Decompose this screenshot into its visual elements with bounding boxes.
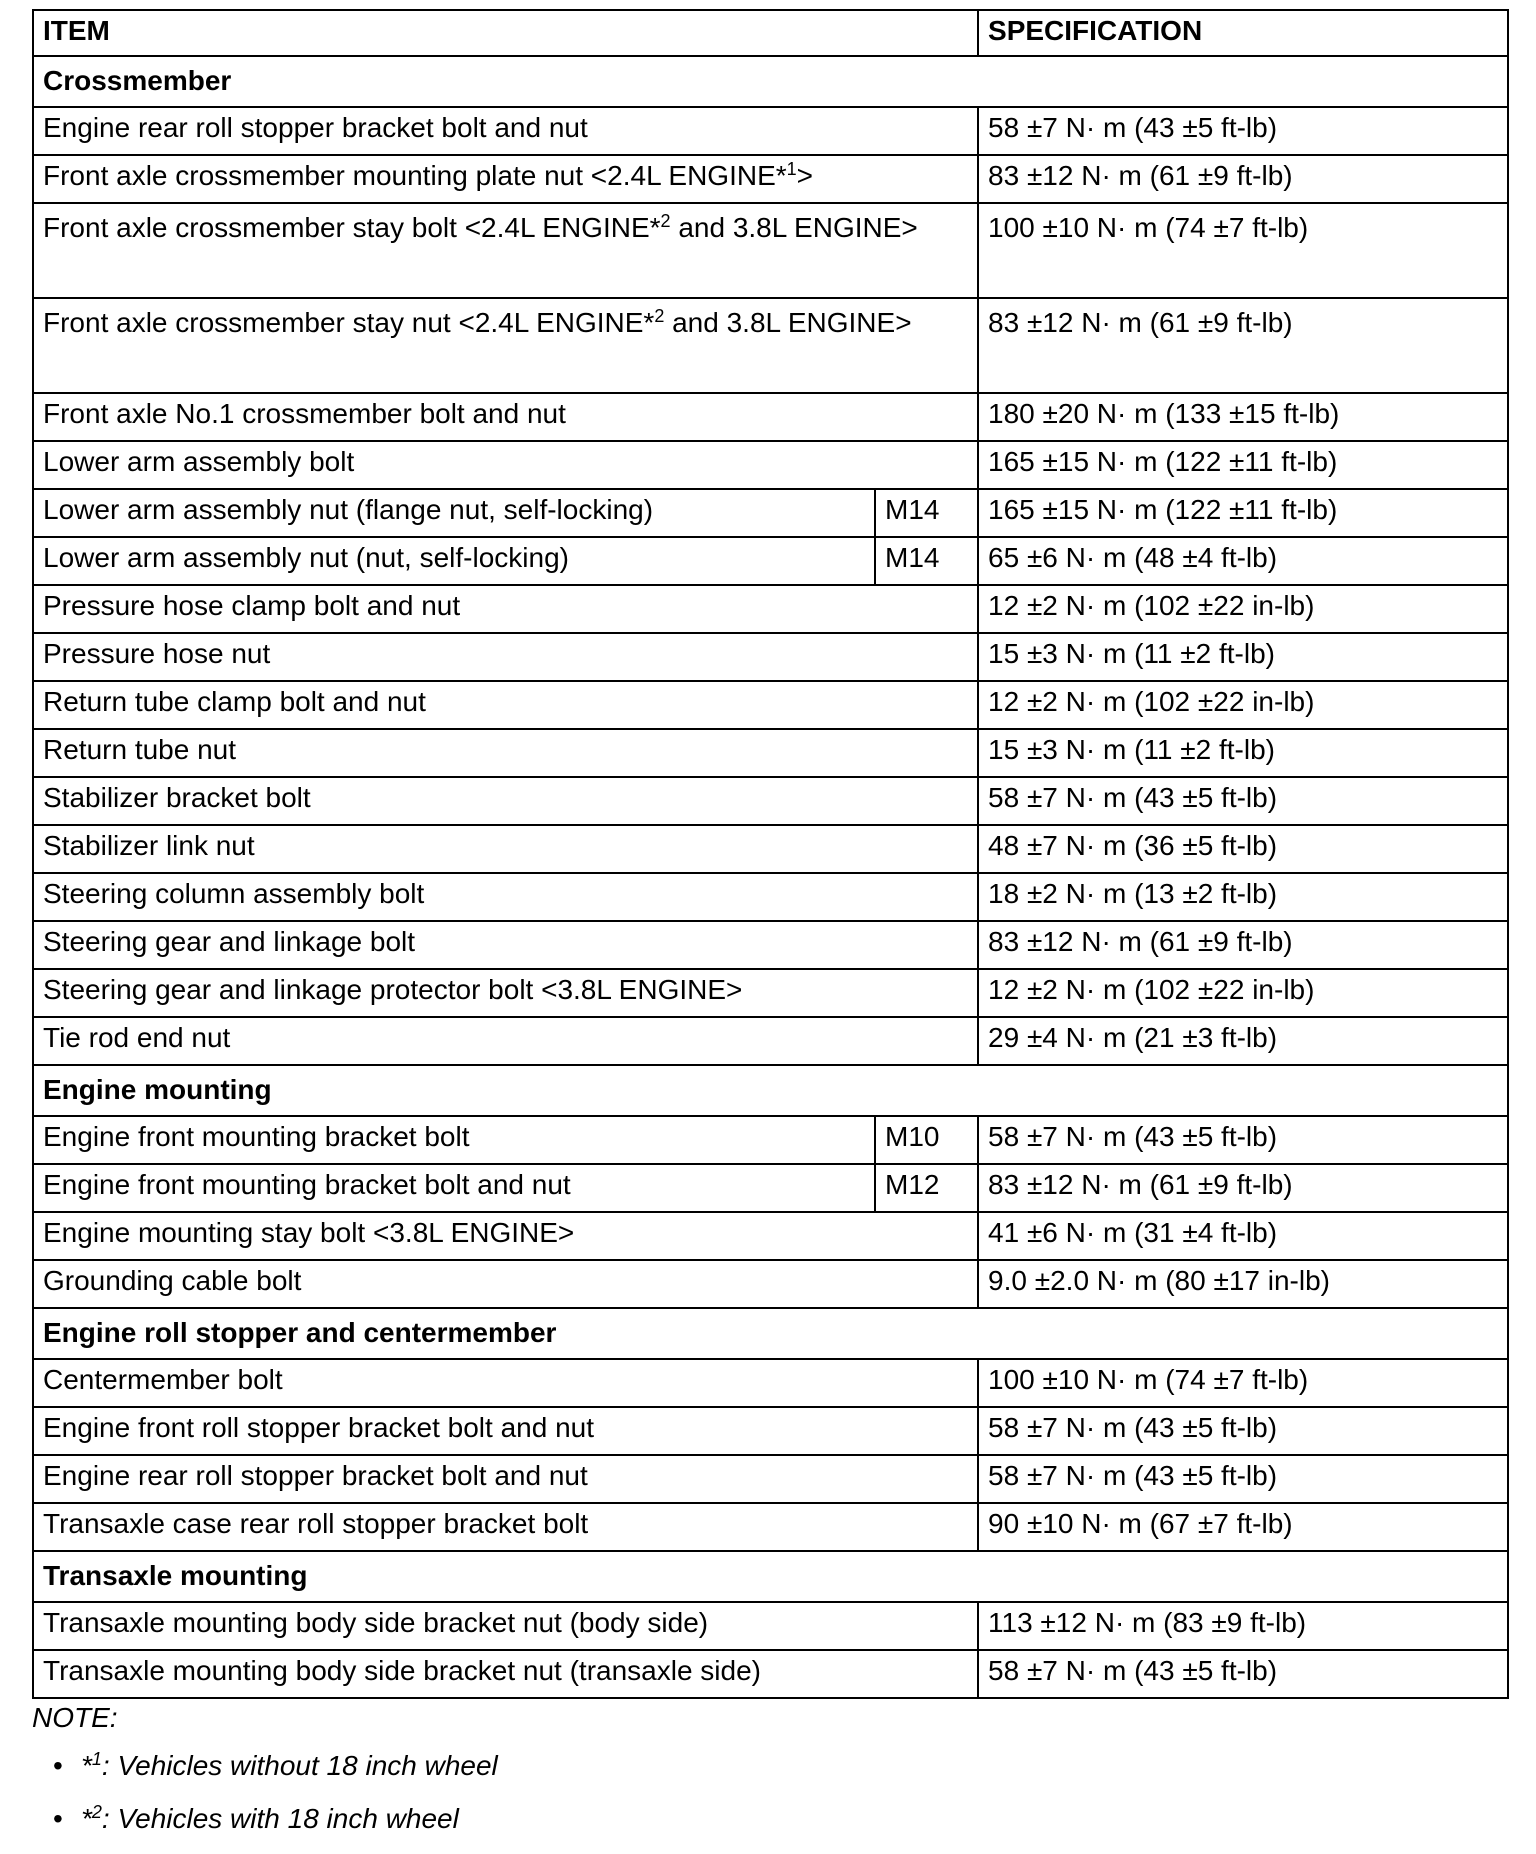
spec-cell: 100 ±10 N· m (74 ±7 ft-lb)	[978, 203, 1508, 298]
table-row	[33, 777, 1508, 825]
item-cell: Transaxle mounting body side bracket nut (transaxle side)	[33, 1650, 978, 1698]
item-cell: Engine rear roll stopper bracket bolt and nut	[33, 107, 978, 155]
spec-cell: 58 ±7 N· m (43 ±5 ft-lb)	[978, 777, 1508, 825]
size-cell: M14	[875, 537, 978, 585]
torque-spec-table	[32, 9, 1509, 1699]
item-cell: Centermember bolt	[33, 1359, 978, 1407]
item-text: and 3.8L ENGINE>	[670, 212, 918, 243]
note-item	[45, 1801, 498, 1854]
table-row	[33, 1407, 1508, 1455]
section-header-row	[33, 1308, 1508, 1359]
section-header-row	[33, 1551, 1508, 1602]
note-list	[45, 1748, 498, 1854]
section-title: Transaxle mounting	[33, 1551, 1508, 1602]
spec-cell: 12 ±2 N· m (102 ±22 in-lb)	[978, 585, 1508, 633]
spec-cell: 12 ±2 N· m (102 ±22 in-lb)	[978, 969, 1508, 1017]
item-cell	[33, 203, 978, 298]
footnote-marker: 2	[654, 306, 665, 326]
note-text: : Vehicles with 18 inch wheel	[101, 1803, 459, 1834]
bullet-icon: •	[53, 1803, 63, 1834]
item-cell: Pressure hose nut	[33, 633, 978, 681]
footnote-marker: 2	[660, 211, 671, 231]
item-cell: Engine rear roll stopper bracket bolt and nut	[33, 1455, 978, 1503]
item-text: Front axle crossmember mounting plate nut <2.4L ENGINE*	[43, 160, 787, 191]
spec-cell: 113 ±12 N· m (83 ±9 ft-lb)	[978, 1602, 1508, 1650]
table-row	[33, 1212, 1508, 1260]
size-cell: M10	[875, 1116, 978, 1164]
item-cell: Return tube nut	[33, 729, 978, 777]
table-row	[33, 203, 1508, 298]
table-row	[33, 633, 1508, 681]
item-cell: Steering gear and linkage protector bolt <3.8L ENGINE>	[33, 969, 978, 1017]
spec-cell: 15 ±3 N· m (11 ±2 ft-lb)	[978, 729, 1508, 777]
item-text: and 3.8L ENGINE>	[664, 307, 912, 338]
item-cell: Transaxle case rear roll stopper bracket bolt	[33, 1503, 978, 1551]
spec-cell: 83 ±12 N· m (61 ±9 ft-lb)	[978, 921, 1508, 969]
item-cell: Return tube clamp bolt and nut	[33, 681, 978, 729]
table-row	[33, 1602, 1508, 1650]
header-item: ITEM	[33, 10, 978, 56]
item-text: >	[796, 160, 814, 191]
table-row	[33, 1260, 1508, 1308]
spec-cell: 29 ±4 N· m (21 ±3 ft-lb)	[978, 1017, 1508, 1065]
spec-cell: 58 ±7 N· m (43 ±5 ft-lb)	[978, 1407, 1508, 1455]
item-cell: Transaxle mounting body side bracket nut (body side)	[33, 1602, 978, 1650]
spec-cell: 165 ±15 N· m (122 ±11 ft-lb)	[978, 441, 1508, 489]
table-row	[33, 1650, 1508, 1698]
section-title: Crossmember	[33, 56, 1508, 107]
section-title: Engine mounting	[33, 1065, 1508, 1116]
item-cell: Engine mounting stay bolt <3.8L ENGINE>	[33, 1212, 978, 1260]
table-row	[33, 681, 1508, 729]
section-header-row	[33, 1065, 1508, 1116]
item-cell	[33, 155, 978, 203]
item-cell: Engine front roll stopper bracket bolt and nut	[33, 1407, 978, 1455]
table-row	[33, 729, 1508, 777]
spec-cell: 100 ±10 N· m (74 ±7 ft-lb)	[978, 1359, 1508, 1407]
table-row	[33, 155, 1508, 203]
table-row	[33, 921, 1508, 969]
spec-cell: 9.0 ±2.0 N· m (80 ±17 in-lb)	[978, 1260, 1508, 1308]
item-cell: Engine front mounting bracket bolt	[33, 1116, 875, 1164]
spec-cell: 165 ±15 N· m (122 ±11 ft-lb)	[978, 489, 1508, 537]
spec-cell: 58 ±7 N· m (43 ±5 ft-lb)	[978, 1455, 1508, 1503]
spec-cell: 58 ±7 N· m (43 ±5 ft-lb)	[978, 1650, 1508, 1698]
item-cell: Pressure hose clamp bolt and nut	[33, 585, 978, 633]
spec-cell: 48 ±7 N· m (36 ±5 ft-lb)	[978, 825, 1508, 873]
item-cell: Stabilizer link nut	[33, 825, 978, 873]
item-cell: Lower arm assembly nut (nut, self-locking)	[33, 537, 875, 585]
table-row	[33, 873, 1508, 921]
table-row	[33, 969, 1508, 1017]
note-label: NOTE:	[32, 1702, 118, 1733]
table-row	[33, 1164, 1508, 1212]
table-row	[33, 298, 1508, 393]
item-text: Front axle crossmember stay bolt <2.4L ENGINE*	[43, 212, 661, 243]
item-cell: Steering column assembly bolt	[33, 873, 978, 921]
note-sup: 1	[91, 1749, 102, 1769]
bullet-icon: •	[53, 1750, 63, 1781]
item-cell: Stabilizer bracket bolt	[33, 777, 978, 825]
spec-cell: 58 ±7 N· m (43 ±5 ft-lb)	[978, 1116, 1508, 1164]
spec-cell: 12 ±2 N· m (102 ±22 in-lb)	[978, 681, 1508, 729]
item-cell	[33, 298, 978, 393]
spec-cell: 83 ±12 N· m (61 ±9 ft-lb)	[978, 155, 1508, 203]
note-marker: *	[81, 1750, 92, 1781]
size-cell: M14	[875, 489, 978, 537]
spec-cell: 58 ±7 N· m (43 ±5 ft-lb)	[978, 107, 1508, 155]
section-header-row	[33, 56, 1508, 107]
table-row	[33, 1455, 1508, 1503]
table-row	[33, 537, 1508, 585]
section-title: Engine roll stopper and centermember	[33, 1308, 1508, 1359]
item-cell: Grounding cable bolt	[33, 1260, 978, 1308]
spec-cell: 90 ±10 N· m (67 ±7 ft-lb)	[978, 1503, 1508, 1551]
spec-cell: 180 ±20 N· m (133 ±15 ft-lb)	[978, 393, 1508, 441]
table-row	[33, 107, 1508, 155]
spec-cell: 18 ±2 N· m (13 ±2 ft-lb)	[978, 873, 1508, 921]
spec-cell: 41 ±6 N· m (31 ±4 ft-lb)	[978, 1212, 1508, 1260]
table-row	[33, 1017, 1508, 1065]
size-cell: M12	[875, 1164, 978, 1212]
table-row	[33, 489, 1508, 537]
note-marker: *	[81, 1803, 92, 1834]
item-cell: Steering gear and linkage bolt	[33, 921, 978, 969]
item-cell: Lower arm assembly bolt	[33, 441, 978, 489]
table-row	[33, 1359, 1508, 1407]
spec-cell: 83 ±12 N· m (61 ±9 ft-lb)	[978, 1164, 1508, 1212]
table-row	[33, 441, 1508, 489]
table-header-row	[33, 10, 1508, 56]
table-row	[33, 585, 1508, 633]
table-row	[33, 1116, 1508, 1164]
footnote-marker: 1	[786, 159, 797, 179]
table-row	[33, 393, 1508, 441]
spec-cell: 83 ±12 N· m (61 ±9 ft-lb)	[978, 298, 1508, 393]
item-cell: Tie rod end nut	[33, 1017, 978, 1065]
item-text: Front axle crossmember stay nut <2.4L ENGINE*	[43, 307, 655, 338]
item-cell: Lower arm assembly nut (flange nut, self-locking)	[33, 489, 875, 537]
note-sup: 2	[91, 1802, 102, 1822]
note-item	[45, 1748, 498, 1801]
spec-cell: 15 ±3 N· m (11 ±2 ft-lb)	[978, 633, 1508, 681]
note-text: : Vehicles without 18 inch wheel	[101, 1750, 498, 1781]
spec-cell: 65 ±6 N· m (48 ±4 ft-lb)	[978, 537, 1508, 585]
table-row	[33, 1503, 1508, 1551]
header-specification: SPECIFICATION	[978, 10, 1508, 56]
item-cell: Front axle No.1 crossmember bolt and nut	[33, 393, 978, 441]
item-cell: Engine front mounting bracket bolt and nut	[33, 1164, 875, 1212]
table-row	[33, 825, 1508, 873]
